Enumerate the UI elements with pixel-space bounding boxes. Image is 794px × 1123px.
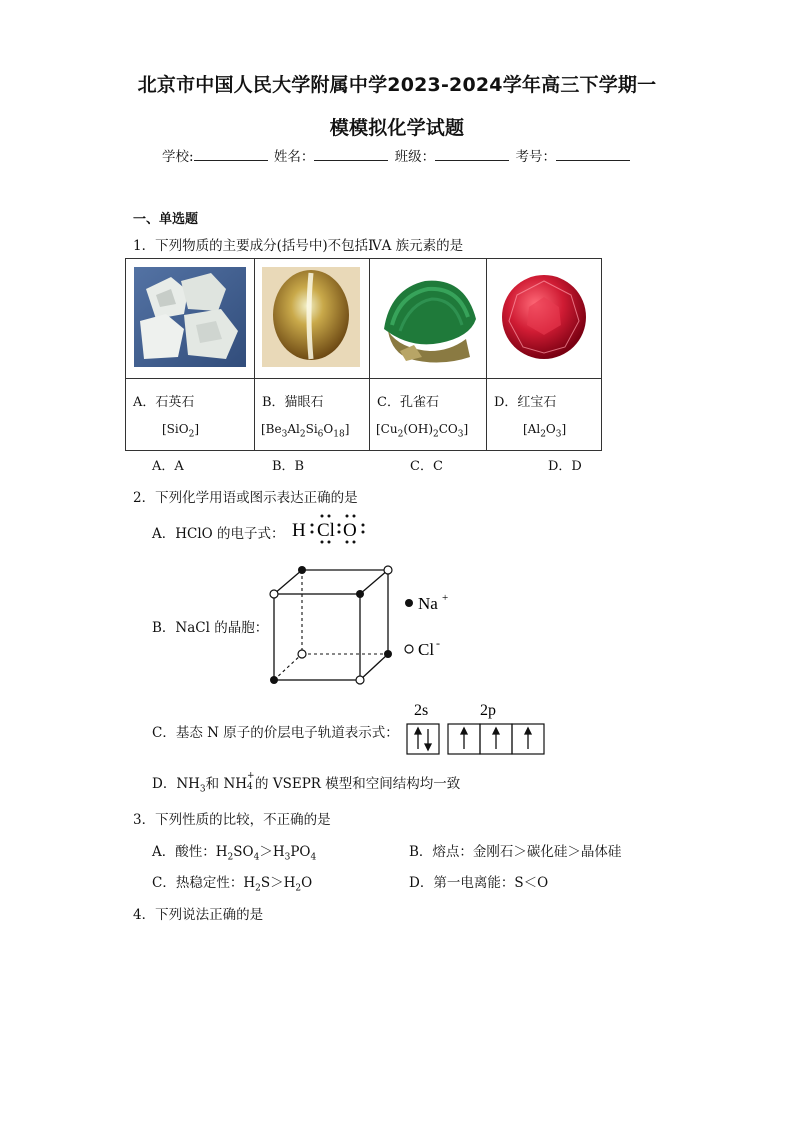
hclo-h: H xyxy=(292,520,306,541)
student-info-fields xyxy=(0,145,794,165)
malachite-image-cell xyxy=(370,259,487,379)
quartz-image-cell xyxy=(126,259,255,379)
name-label: 姓名： xyxy=(273,149,315,165)
na-ion xyxy=(270,676,278,684)
ruby-formula: $[Al_2O_3]$ xyxy=(523,422,567,440)
option-d-label: D．红宝石 xyxy=(494,395,557,410)
option-c-label: C．孔雀石 xyxy=(377,395,439,410)
malachite-formula: $[Cu_2(OH)_2CO_3]$ xyxy=(376,422,469,440)
quartz-formula: [SiO$_2$] xyxy=(162,422,199,440)
cl-ion xyxy=(270,590,278,598)
q1-choice-b[interactable]: B．B xyxy=(272,459,305,474)
quartz-image xyxy=(126,259,254,374)
hclo-cl: Cl xyxy=(317,520,335,541)
cats-eye-label-cell xyxy=(255,379,370,451)
cube-front-face xyxy=(274,594,360,680)
q2-option-b: B．NaCl 的晶胞： xyxy=(152,620,269,636)
q3-option-a[interactable]: A．酸性：$H_2SO_4>H_3PO_4$ xyxy=(152,844,317,863)
name-blank[interactable] xyxy=(314,147,388,161)
ruby-image xyxy=(487,259,601,374)
legend-cl-label: Cl xyxy=(418,640,435,659)
q1-stem: 1．下列物质的主要成分(括号中)不包括ⅣA 族元素的是 xyxy=(133,238,464,254)
q3-option-c[interactable]: C．热稳定性：$H_2S>H_2O$ xyxy=(152,875,313,894)
cats-eye-image xyxy=(255,259,369,374)
quartz-label-cell xyxy=(126,379,255,451)
id-label: 考号： xyxy=(515,149,556,165)
q2-option-d: D．$NH_3$和 NH + 4 的 VSEPR 模型和空间结构均一致 xyxy=(152,771,461,795)
q1-mineral-table xyxy=(125,258,602,451)
cats-eye-formula: $[Be_3Al_2Si_6O_{18}]$ xyxy=(261,422,350,440)
malachite-image xyxy=(370,259,486,374)
q1-choice-d[interactable]: D．D xyxy=(548,459,582,474)
legend-cl-charge: - xyxy=(436,636,440,650)
malachite-label-cell xyxy=(370,379,487,451)
q4-stem: 4．下列说法正确的是 xyxy=(133,907,264,923)
label-2p: 2p xyxy=(480,702,496,719)
q3-option-d[interactable]: D．第一电离能：S＜O xyxy=(409,875,549,891)
cl-ion xyxy=(384,566,392,574)
class-blank[interactable] xyxy=(435,147,509,161)
label-2s: 2s xyxy=(414,702,429,719)
class-label: 班级： xyxy=(394,149,436,165)
cl-ion xyxy=(298,650,306,658)
ruby-label-cell xyxy=(487,379,602,451)
electron-arrows xyxy=(415,728,531,750)
exam-title-line1: 北京市中国人民大学附属中学2023-2024学年高三下学期一 xyxy=(137,74,657,96)
legend-na-label: Na xyxy=(418,594,438,613)
q2-option-a: A．HClO 的电子式： xyxy=(152,526,285,542)
cl-ion xyxy=(356,676,364,684)
section-heading: 一、单选题 xyxy=(133,212,199,227)
q1-choice-a[interactable]: A．A xyxy=(152,459,184,474)
hclo-electron-formula xyxy=(290,512,370,546)
q3-stem: 3．下列性质的比较，不正确的是 xyxy=(133,812,331,828)
nacl-unit-cell-diagram xyxy=(262,560,462,690)
option-a-label: A．石英石 xyxy=(133,395,195,410)
school-label: 学校: xyxy=(162,149,194,165)
legend-na-charge: + xyxy=(442,592,449,604)
q2-stem: 2．下列化学用语或图示表达正确的是 xyxy=(133,490,358,506)
school-blank[interactable] xyxy=(194,147,268,161)
legend-na-marker xyxy=(405,599,413,607)
nitrogen-orbital-diagram xyxy=(404,697,550,759)
hclo-o: O xyxy=(343,520,357,541)
na-ion xyxy=(298,566,306,574)
id-blank[interactable] xyxy=(556,147,630,161)
na-ion xyxy=(384,650,392,658)
ruby-image-cell xyxy=(487,259,602,379)
legend-cl-marker xyxy=(405,645,413,653)
exam-title-line2: 模模拟化学试题 xyxy=(329,117,465,139)
na-ion xyxy=(356,590,364,598)
q2-option-c: C．基态 N 原子的价层电子轨道表示式： xyxy=(152,725,399,741)
hidden-edges xyxy=(274,570,388,680)
q3-option-b[interactable]: B．熔点：金刚石＞碳化硅＞晶体硅 xyxy=(409,844,622,860)
option-b-label: B．猫眼石 xyxy=(262,395,324,410)
cats-eye-image-cell xyxy=(255,259,370,379)
q1-choice-c[interactable]: C．C xyxy=(410,459,443,474)
orbital-box-2s xyxy=(407,724,439,754)
